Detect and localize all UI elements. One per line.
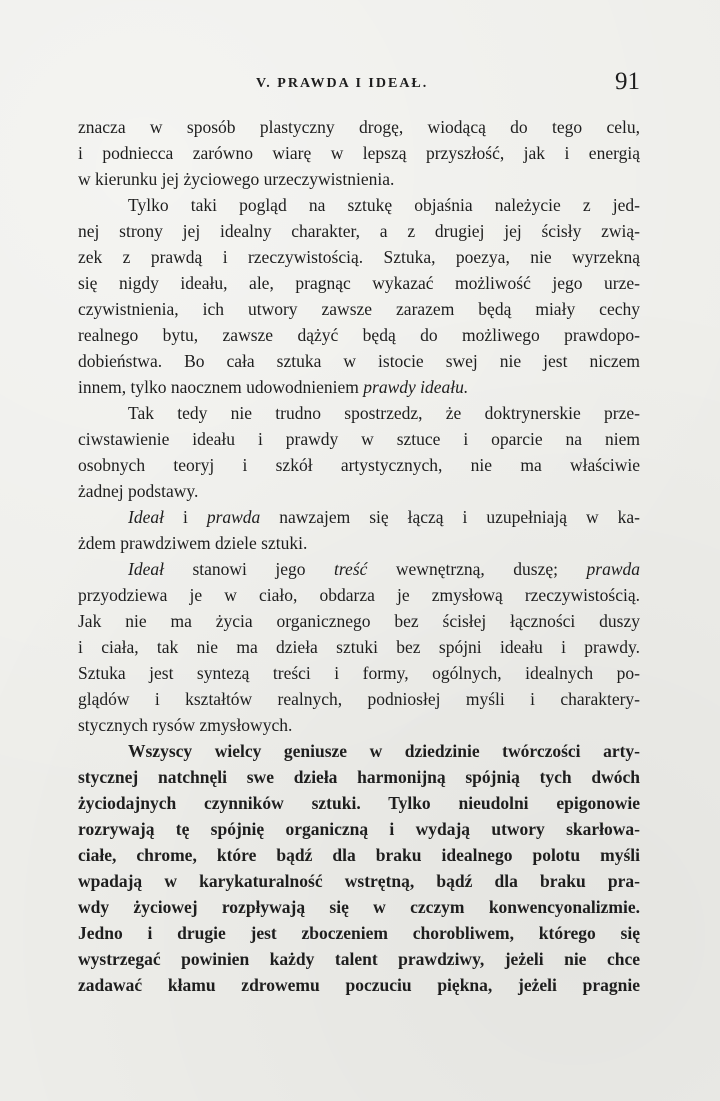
italic-phrase: Ideał — [128, 507, 164, 527]
text-line: Ideał stanowi jego treść wewnętrzną, duszę; prawda — [128, 559, 640, 579]
text-line: Jedno i drugie jest zboczeniem chorobliwem, którego się — [78, 923, 640, 943]
text-line: Ideał i prawda nawzajem się łączą i uzupełniają w ka- — [128, 507, 640, 527]
text-line: wpadają w karykaturalność wstrętną, bądź dla braku pra- — [78, 871, 640, 891]
text-line: Tylko taki pogląd na sztukę objaśnia należycie z jed- — [128, 195, 640, 215]
text-line: w kierunku jej życiowego urzeczywistnienia. — [78, 169, 395, 189]
text-line: wdy życiowej rozpływają się w czczym konwencyonalizmie. — [78, 897, 640, 917]
body-text — [78, 114, 640, 998]
text-line: glądów i kształtów realnych, podniosłej myśli i charaktery- — [78, 689, 640, 709]
text-line: osobnych teoryj i szkół artystycznych, nie ma właściwie — [78, 455, 640, 475]
text-line: stycznej natchnęli swe dzieła harmonijną spójnią tych dwóch — [78, 767, 640, 787]
italic-phrase: treść — [334, 559, 368, 579]
text-line: czywistnienia, ich utwory zawsze zarazem będą miały cechy — [78, 299, 640, 319]
text-line: ciwstawienie ideału i prawdy w sztuce i oparcie na niem — [78, 429, 640, 449]
text-line: Sztuka jest syntezą treści i formy, ogólnych, idealnych po- — [78, 663, 640, 683]
text-line: dobieństwa. Bo cała sztuka w istocie swej nie jest niczem — [78, 351, 640, 371]
italic-phrase: prawdy ideału. — [363, 377, 469, 397]
text-line: zek z prawdą i rzeczywistością. Sztuka, poezya, nie wyrzekną — [78, 247, 640, 267]
text-line: ciałe, chrome, które bądź dla braku idealnego polotu myśli — [78, 845, 640, 865]
text-line: się nigdy ideału, ale, pragnąc wykazać możliwość jego urze- — [78, 273, 640, 293]
text-line: innem, tylko naocznem udowodnieniem prawdy ideału. — [78, 377, 469, 397]
italic-phrase: Ideał — [128, 559, 164, 579]
text-line: rozrywają tę spójnię organiczną i wydają utwory skarłowa- — [78, 819, 640, 839]
running-head: V. PRAWDA I IDEAŁ. — [256, 76, 429, 91]
text-line: nej strony jej idealny charakter, a z drugiej jej ścisły zwią- — [78, 221, 640, 241]
text-line: przyodziewa je w ciało, obdarza je zmysłową rzeczywistością. — [78, 585, 640, 605]
page-number: 91 — [615, 68, 640, 95]
text-line: zadawać kłamu zdrowemu poczuciu piękna, jeżeli pragnie — [78, 975, 640, 995]
text-line: żdem prawdziwem dziele sztuki. — [78, 533, 308, 553]
text-line: realnego bytu, zawsze dążyć będą do możliwego prawdopo- — [78, 325, 640, 345]
text-line: Wszyscy wielcy geniusze w dziedzinie twórczości arty- — [128, 741, 640, 761]
text-line: Tak tedy nie trudno spostrzedz, że doktrynerskie prze- — [128, 403, 640, 423]
page-header — [80, 68, 640, 102]
italic-phrase: prawda — [586, 559, 640, 579]
text-line: Jak nie ma życia organicznego bez ścisłej łączności duszy — [78, 611, 640, 631]
text-line: żadnej podstawy. — [78, 481, 199, 501]
text-line: wystrzegać powinien każdy talent prawdziwy, jeżeli nie chce — [78, 949, 640, 969]
italic-phrase: prawda — [206, 507, 261, 527]
text-line: życiodajnych czynników sztuki. Tylko nieudolni epigonowie — [78, 793, 640, 813]
text-line: i ciała, tak nie ma dzieła sztuki bez spójni ideału i prawdy. — [78, 637, 640, 657]
text-line: i podniecca zarówno wiarę w lepszą przyszłość, jak i energią — [78, 143, 640, 163]
text-line: znacza w sposób plastyczny drogę, wiodącą do tego celu, — [78, 117, 640, 137]
text-line: stycznych rysów zmysłowych. — [78, 715, 293, 735]
